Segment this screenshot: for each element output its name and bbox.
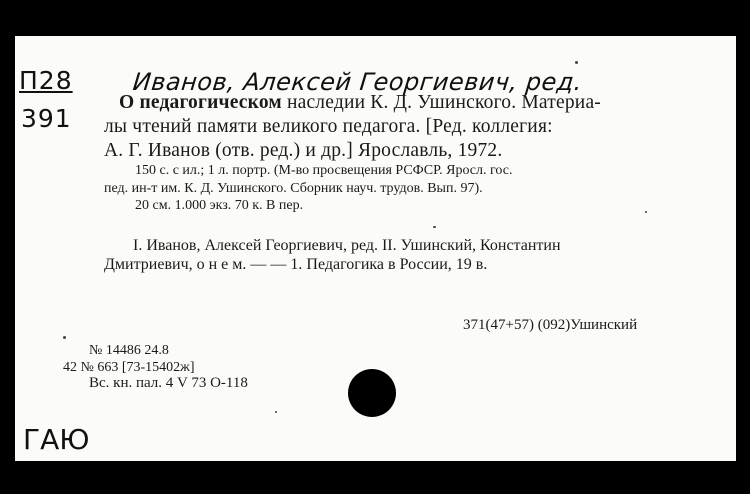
- tracings-line-2: Дмитриевич, о н е м. — — 1. Педагогика в России, 19 в.: [104, 256, 488, 273]
- tracings-line-1: I. Иванов, Алексей Георгиевич, ред. II. Ушинский, Константин: [133, 237, 561, 254]
- title-line-1-rest: наследии К. Д. Ушинского. Материа-: [281, 92, 601, 113]
- udc-classification: 371(47+57) (092)Ушинский: [463, 317, 638, 333]
- registry-number-line-3: Вс. кн. пал. 4 V 73 О-118: [89, 375, 248, 391]
- speck: [63, 336, 66, 339]
- title-bold: О педагогическом: [119, 92, 282, 113]
- registry-number-line-1: № 14486 24.8: [89, 343, 169, 358]
- title-line-2: лы чтений памяти великого педагога. [Ред. коллегия:: [104, 116, 553, 137]
- bottom-handwritten-mark: ГАЮ: [23, 423, 90, 456]
- shelfmark-top: П28: [19, 66, 73, 95]
- speck: [275, 411, 277, 413]
- publication-line-3: 20 см. 1.000 экз. 70 к. В пер.: [135, 198, 304, 213]
- catalog-card: [15, 36, 736, 461]
- speck: [433, 226, 436, 228]
- publication-line-1: 150 с. с ил.; 1 л. портр. (М-во просвещения РСФСР. Яросл. гос.: [135, 163, 513, 178]
- handwritten-author-heading: Иванов, Алексей Георгиевич, ред.: [131, 68, 584, 96]
- registry-number-line-2: 42 № 663 [73-15402ж]: [63, 360, 195, 375]
- speck: [575, 61, 578, 64]
- title-line-3: А. Г. Иванов (отв. ред.) и др.] Ярославль, 1972.: [104, 140, 503, 161]
- card-punch-hole: [348, 369, 396, 417]
- title-line-1: [119, 92, 601, 114]
- publication-line-2: пед. ин-т им. К. Д. Ушинского. Сборник науч. трудов. Вып. 97).: [104, 181, 483, 196]
- speck: [645, 211, 647, 213]
- shelfmark-bottom: 391: [21, 104, 72, 133]
